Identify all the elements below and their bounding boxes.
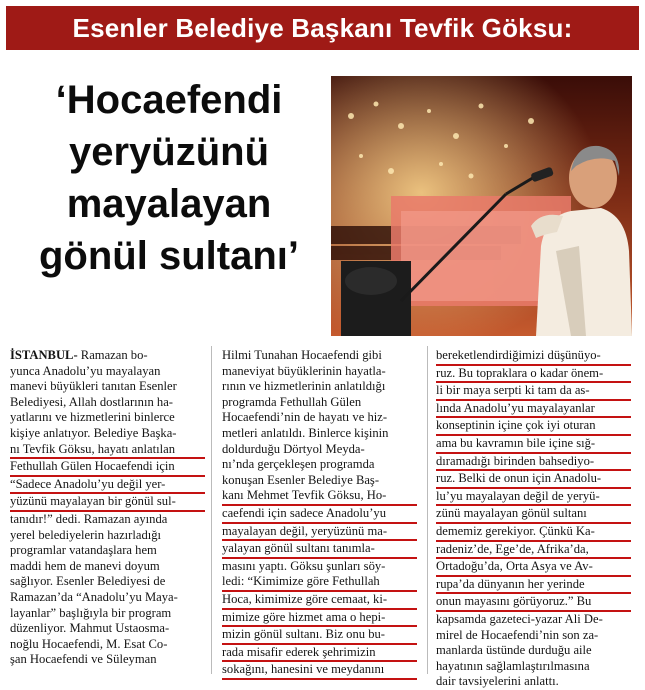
- article-line: Hilmi Tunahan Hocaefendi gibi: [222, 348, 382, 362]
- article-column-2: [222, 348, 417, 680]
- article-line-underlined: konseptinin içine çok iyi oturan: [436, 418, 631, 436]
- article-line: manevi büyükleri tanıtan Esenler: [10, 379, 177, 394]
- article-line-underlined: Ortadoğu’da, Orta Asya ve Av-: [436, 559, 631, 577]
- article-line: maneviyat büyüklerinin hayatla-: [222, 363, 386, 378]
- article-line-underlined: yüzünü mayalayan bir gönül sul-: [10, 494, 205, 512]
- article-line: düzenliyor. Mahmut Ustaosma-: [10, 621, 170, 636]
- dateline: İSTANBUL-: [10, 348, 78, 362]
- article-line-underlined: caefendi için sadece Anadolu’yu: [222, 506, 417, 524]
- article-line: programda Fethullah Gülen: [222, 394, 362, 409]
- kicker-banner: Esenler Belediye Başkanı Tevfik Göksu:: [6, 6, 639, 50]
- column-divider: [427, 346, 428, 674]
- article-line: rının ve hizmetlerinin anlatıldığı: [222, 379, 386, 394]
- headline: [6, 74, 332, 282]
- article-line: Ramazan’da “Anadolu’yu Maya-: [10, 589, 178, 604]
- article-line: mirel de Hocaefendi’nin son za-: [436, 627, 599, 642]
- article-line: metleri anlatıldı. Binlerce kişinin: [222, 425, 389, 440]
- article-line-underlined: ledi: “Kimimize göre Fethullah: [222, 574, 417, 592]
- article-line: dair tavsiyelerini anlattı.: [436, 674, 559, 689]
- article-line-underlined: bereketlendirdiğimizi düşünüyo-: [436, 348, 631, 366]
- article-line-underlined: “Sadece Anadolu’yu değil yer-: [10, 477, 205, 495]
- headline-line: mayalayan: [66, 182, 272, 226]
- speaker-photo-illustration: [331, 76, 632, 336]
- article-line-underlined: kanı Mehmet Tevfik Göksu, Ho-: [222, 488, 417, 506]
- article-line-underlined: lında Anadolu’yu mayalayanlar: [436, 401, 631, 419]
- article-line-underlined: dıramadığı birinden bahsediyo-: [436, 454, 631, 472]
- article-line-underlined: Hoca, kimimize göre cemaat, ki-: [222, 592, 417, 610]
- article-line: manlarda üstünde durduğu aile: [436, 643, 592, 658]
- article-line-underlined: mayalayan değil, yeryüzünü ma-: [222, 524, 417, 542]
- article-line-underlined: rada misafir ederek şehrimizin: [222, 645, 417, 663]
- article-line-underlined: yalayan gönül sultanı tanımla-: [222, 541, 417, 559]
- article-column-3: [436, 348, 631, 690]
- article-line: sağlıyor. Esenler Belediyesi de: [10, 574, 166, 589]
- article-line-underlined: onun mayasını görüyoruz.” Bu: [436, 594, 631, 612]
- article-line-underlined: zünü mayalayan gönül sultanı: [436, 506, 631, 524]
- article-line-underlined: dememiz gerekiyor. Çünkü Ka-: [436, 524, 631, 542]
- article-line-underlined: mizin gönül sultanı. Biz onu bu-: [222, 627, 417, 645]
- article-line-underlined: rupa’da dünyanın her yerinde: [436, 577, 631, 595]
- article-line: programlar vatandaşlara hem: [10, 543, 157, 558]
- headline-line: gönül sultanı’: [39, 234, 299, 278]
- article-line-underlined: mimize göre hizmet ama o hepi-: [222, 610, 417, 628]
- article-line: tanıdır!” dedi. Ramazan ayında: [10, 511, 168, 526]
- article-line: doldurduğu Dörtyol Meyda-: [222, 441, 365, 456]
- article-line: layanlar” başlığıyla bir program: [10, 605, 172, 620]
- headline-line: ‘Hocaefendi: [55, 78, 283, 122]
- article-line-underlined: sokağını, hanesini ve meydanını: [222, 662, 417, 680]
- article-line-underlined: lu’yu mayalayan değil de yeryü-: [436, 489, 631, 507]
- article-line-underlined: li bir maya serpti ki tam da as-: [436, 383, 631, 401]
- article-line: Hocaefendi’nin de hayatı ve hiz-: [222, 410, 388, 425]
- article-line: kapsamda gazeteci-yazar Ali De-: [436, 611, 603, 626]
- article-column-1: [10, 348, 205, 668]
- article-line-underlined: ruz. Belki de onun için Anadolu-: [436, 471, 631, 489]
- speaker-photo: [331, 76, 632, 336]
- article-line: şan Hocaefendi ve Süleyman: [10, 652, 157, 667]
- article-line-underlined: nı Tevfik Göksu, hayatı anlatılan: [10, 442, 205, 460]
- article-line: yerel belediyelerin hazırladığı: [10, 527, 162, 542]
- column-divider: [211, 346, 212, 674]
- article-line: masını yaptı. Göksu şunları söy-: [222, 558, 386, 573]
- article-line-underlined: radeniz’de, Ege’de, Afrika’da,: [436, 542, 631, 560]
- article-line: noğlu Hocaefendi, M. Esat Co-: [10, 636, 168, 651]
- article-line: konuşan Esenler Belediye Baş-: [222, 472, 380, 487]
- article-line: maddi hem de manevi doyum: [10, 558, 160, 573]
- headline-line: yeryüzünü: [68, 130, 270, 174]
- article-line: İSTANBUL- Ramazan bo-: [10, 348, 148, 362]
- article-line-underlined: ruz. Bu topraklara o kadar önem-: [436, 366, 631, 384]
- article-line: yatlarını ve hizmetlerini binlerce: [10, 410, 175, 425]
- article-line-underlined: ama bu kavramın bile içine sığ-: [436, 436, 631, 454]
- article-line: Belediyesi, Allah dostlarının ha-: [10, 394, 173, 409]
- article-line: kişiye anlatıyor. Belediye Başka-: [10, 425, 177, 440]
- article-line: nı’nda gerçekleşen programda: [222, 457, 375, 472]
- article-line-underlined: Fethullah Gülen Hocaefendi için: [10, 459, 205, 477]
- article-line: yunca Anadolu’yu mayalayan: [10, 363, 161, 378]
- article-line: hayatının sağlamlaştırılmasına: [436, 658, 590, 673]
